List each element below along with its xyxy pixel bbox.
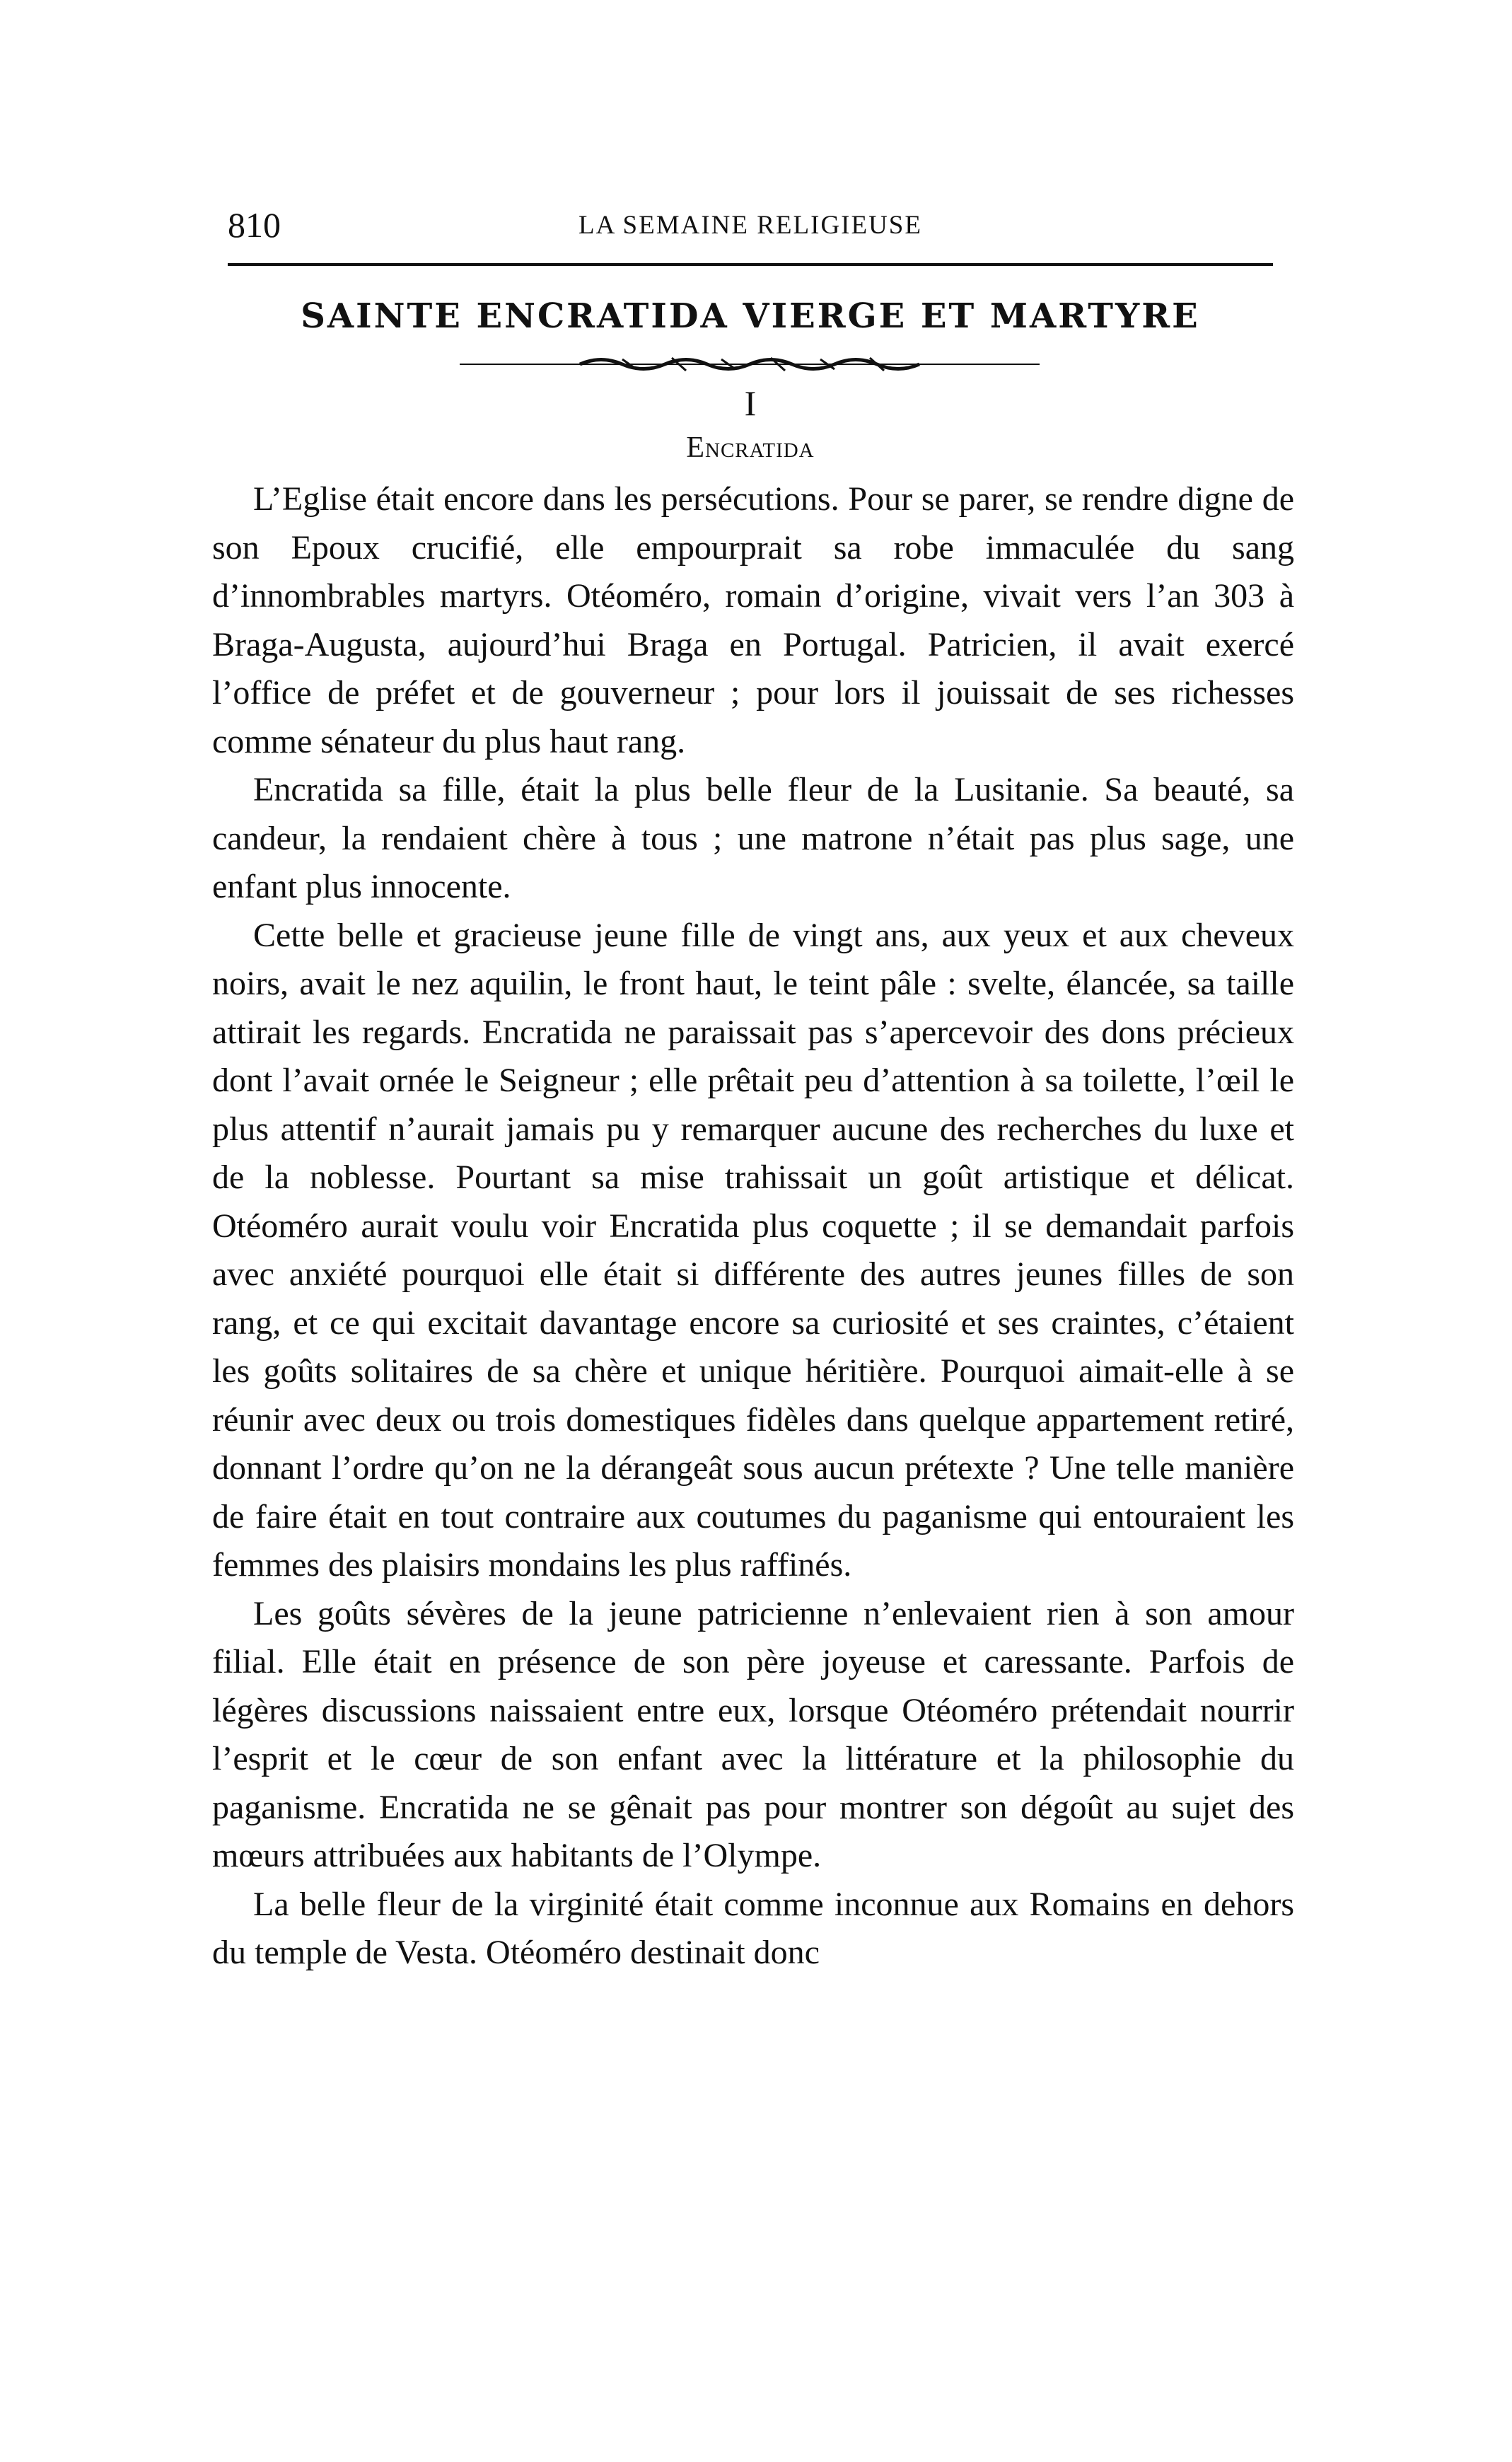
article-body [212, 475, 1294, 1978]
section-title: Encratida [686, 431, 815, 464]
page-number: 810 [228, 205, 281, 245]
paragraph: Les goûts sévères de la jeune patricienne n’enlevaient rien à son amour filial. Elle était en présence de son père joyeuse et caressante. Parfois de légères discussions naissaient entre eux, lorsque Otéoméro prétendait nourrir l’esprit et le cœur de son enfant avec la littérature et la philosophie du paganisme. Encratida ne se gênait pas pour montrer son dégoût au sujet des mœurs attribuées aux habitants de l’Olympe. [212, 1594, 1294, 1874]
paragraph: Encratida sa fille, était la plus belle fleur de la Lusitanie. Sa beauté, sa candeur, la rendaient chère à tous ; une matrone n’était pas plus sage, une enfant plus innocente. [212, 771, 1294, 905]
header-rule [228, 263, 1273, 266]
ornament-divider-icon [460, 354, 1040, 375]
running-head [228, 204, 1273, 246]
paragraph: Cette belle et gracieuse jeune fille de vingt ans, aux yeux et aux cheveux noirs, avait le nez aquilin, le front haut, le teint pâle : svelte, élancée, sa taille attirait les regards. Encratida ne paraissait pas s’apercevoir des dons précieux dont l’avait ornée le Seigneur ; elle prêtait peu d’attention à sa toilette, l’œil le plus attentif n’aurait jamais pu y remarquer aucune des recherches du luxe et de la noblesse. Pourtant sa mise trahissait un goût artistique et délicat. Otéoméro aurait voulu voir Encratida plus coquette ; il se demandait parfois avec anxiété pourquoi elle était si différente des autres jeunes filles de son rang, et ce qui excitait davantage encore sa curiosité et ses craintes, c’étaient les goûts solitaires de sa chère et unique héritière. Pourquoi aimait-elle à se réunir avec deux ou trois domestiques fidèles dans quelque appartement retiré, donnant l’ordre qu’on ne la dérangeât sous aucun prétexte ? Une telle manière de faire était en tout contraire aux coutumes du paganisme qui entouraient les femmes des plaisirs mondains les plus raffinés. [212, 916, 1294, 1584]
article-title: SAINTE ENCRATIDA VIERGE ET MARTYRE [301, 296, 1200, 336]
journal-title: LA SEMAINE RELIGIEUSE [578, 211, 922, 240]
section-number: I [744, 383, 757, 423]
paragraph: L’Eglise était encore dans les persécutions. Pour se parer, se rendre digne de son Epoux crucifié, elle empourprait sa robe immaculée du sang d’innombrables martyrs. Otéoméro, romain d’origine, vivait vers l’an 303 à Braga-Augusta, aujourd’hui Braga en Portugal. Patricien, il avait exercé l’office de préfet et de gouverneur ; pour lors il jouissait de ses richesses comme sénateur du plus haut rang. [212, 480, 1294, 760]
paragraph: La belle fleur de la virginité était comme inconnue aux Romains en dehors du temple de Vesta. Otéoméro destinait donc [212, 1885, 1294, 1971]
